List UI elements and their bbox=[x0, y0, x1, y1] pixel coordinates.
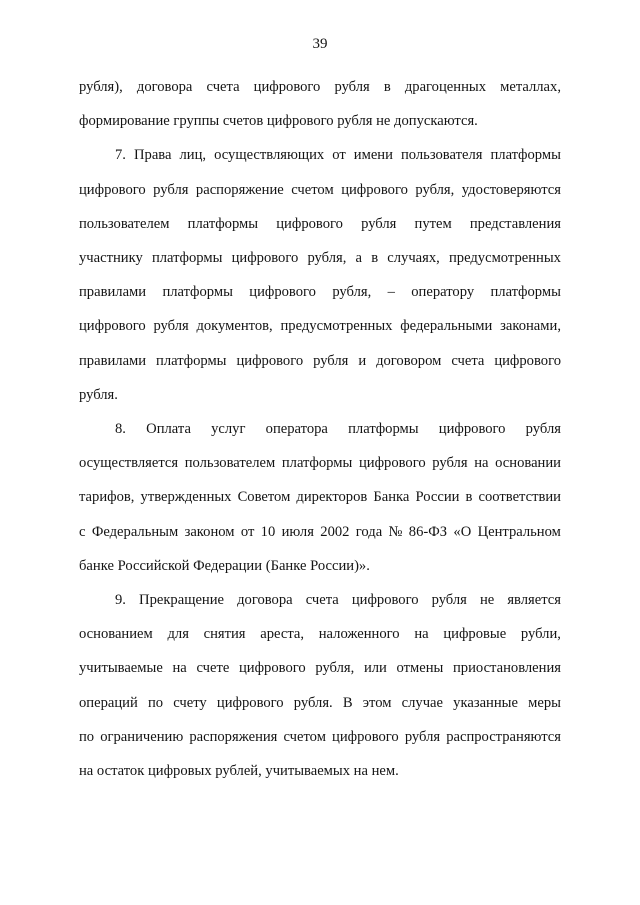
text-line: 9. Прекращение договора счета цифрового рубля не является bbox=[115, 592, 561, 609]
text-line: цифрового рубля распоряжение счетом цифрового рубля, удостоверяются bbox=[79, 181, 561, 198]
text-line: банке Российской Федерации (Банке России)». bbox=[79, 557, 370, 574]
text-line: рубля), договора счета цифрового рубля в драгоценных металлах, bbox=[79, 79, 561, 95]
paragraph bbox=[79, 138, 561, 412]
text-line: рубля. bbox=[79, 386, 118, 403]
text-line: по ограничению распоряжения счетом цифрового рубля распространяются bbox=[79, 728, 561, 745]
text-line: тарифов, утвержденных Советом директоров Банка России в соответствии bbox=[79, 489, 561, 506]
text-line: учитываемые на счете цифрового рубля, или отмены приостановления bbox=[79, 660, 561, 677]
text-line: 8. Оплата услуг оператора платформы цифрового рубля bbox=[115, 421, 561, 438]
text-line: правилами платформы цифрового рубля и договором счета цифрового bbox=[79, 352, 561, 369]
page-number: 39 bbox=[312, 36, 328, 52]
text-line: формирование группы счетов цифрового рубля не допускаются. bbox=[79, 113, 478, 130]
text-line: на остаток цифровых рублей, учитываемых на нем. bbox=[79, 763, 399, 780]
text-line: операций по счету цифрового рубля. В этом случае указанные меры bbox=[79, 694, 561, 711]
text-line: с Федеральным законом от 10 июля 2002 года № 86-ФЗ «О Центральном bbox=[79, 523, 561, 540]
text-line: цифрового рубля документов, предусмотренных федеральными законами, bbox=[79, 318, 561, 335]
text-line: осуществляется пользователем платформы цифрового рубля на основании bbox=[79, 455, 561, 472]
text-line: правилами платформы цифрового рубля, – оператору платформы bbox=[79, 284, 561, 301]
text-line: 7. Права лиц, осуществляющих от имени пользователя платформы bbox=[115, 147, 561, 164]
paragraph bbox=[79, 412, 561, 583]
text-line: основанием для снятия ареста, наложенного на цифровые рубли, bbox=[79, 626, 561, 643]
document-body bbox=[79, 70, 561, 788]
text-line: участнику платформы цифрового рубля, а в случаях, предусмотренных bbox=[79, 250, 561, 267]
paragraph bbox=[79, 70, 561, 138]
text-line: пользователем платформы цифрового рубля путем представления bbox=[79, 215, 561, 232]
paragraph bbox=[79, 583, 561, 788]
